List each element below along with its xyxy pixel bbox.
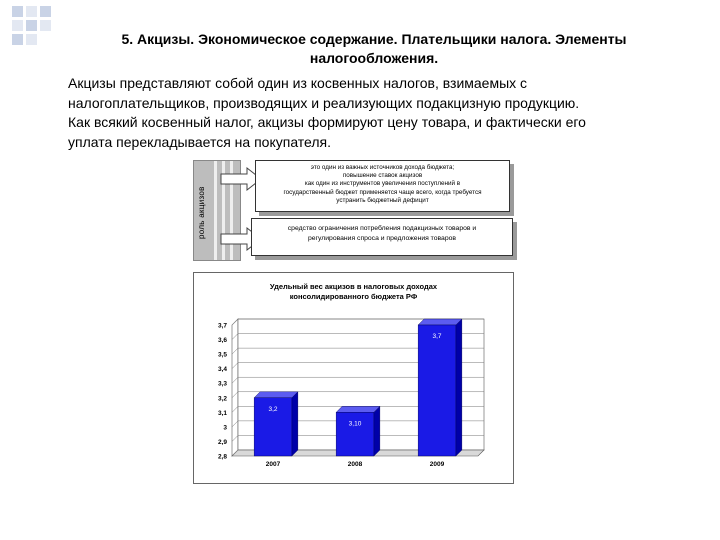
- scheme-box-line: как один из инструментов увеличения поступлений в: [304, 180, 461, 188]
- slide-title: [74, 30, 674, 68]
- x-tick-label: 2009: [429, 461, 445, 468]
- chart-title-line: Удельный вес акцизов в налоговых доходах: [269, 282, 438, 291]
- excise-role-scheme: [193, 160, 523, 262]
- y-tick-label: 2,8: [217, 453, 227, 461]
- scheme-box-consumption-limit: [251, 218, 513, 256]
- scheme-box-budget-source: [255, 160, 510, 212]
- scheme-box-line: регулирования спроса и предложения товаров: [308, 235, 456, 242]
- scheme-box-line: устранить бюджетный дефицит: [336, 196, 429, 204]
- slide-title-line: 5. Акцизы. Экономическое содержание. Плательщики налога. Элементы: [121, 31, 627, 47]
- y-tick-label: 3,3: [217, 380, 227, 388]
- bar-top: [418, 319, 462, 325]
- chart-title-line: консолидированного бюджета РФ: [289, 292, 418, 301]
- slide-title-line: налогообложения.: [309, 50, 439, 66]
- y-tick-label: 3,7: [217, 322, 227, 330]
- intro-paragraph: [68, 74, 678, 152]
- x-tick-label: 2008: [347, 461, 363, 468]
- scheme-box-line: это один из важных источников дохода бюджета;: [310, 164, 455, 171]
- y-tick-label: 2,9: [217, 438, 227, 446]
- bar-top: [254, 392, 298, 398]
- bar-value-label: 3,7: [432, 333, 442, 340]
- chart-side-wall: [232, 319, 238, 456]
- y-tick-label: 3,5: [217, 351, 227, 359]
- y-tick-label: 3,6: [217, 337, 227, 345]
- scheme-box-line: средство ограничения потребления подакцизных товаров и: [287, 225, 477, 232]
- bar-value-label: 3,2: [268, 405, 278, 413]
- intro-line: уплата перекладывается на покупателя.: [68, 133, 332, 150]
- chart-plot: [194, 273, 513, 483]
- y-tick-label: 3: [223, 424, 227, 432]
- intro-line: Как всякий косвенный налог, акцизы формируют цену товара, и фактически его: [68, 114, 586, 130]
- bar: [336, 412, 374, 456]
- y-tick-label: 3,1: [217, 409, 227, 417]
- bar-side: [374, 406, 380, 456]
- excise-share-chart: [193, 272, 514, 484]
- y-tick-label: 3,4: [217, 366, 227, 374]
- intro-line: налогоплательщиков, производящих и реализующих подакцизную продукцию.: [68, 94, 580, 111]
- scheme-vertical-label: роль акцизов: [197, 186, 206, 239]
- bar-side: [456, 319, 462, 456]
- intro-line: Акцизы представляют собой один из косвенных налогов, взимаемых с: [68, 75, 528, 91]
- bar-top: [336, 406, 380, 412]
- bar: [418, 325, 456, 456]
- y-tick-label: 3,2: [217, 395, 227, 403]
- x-tick-label: 2007: [265, 461, 281, 468]
- scheme-box-line: государственный бюджет применяется чаще всего, когда требуется: [283, 188, 482, 196]
- decor-squares: [0, 0, 60, 50]
- bar-value-label: 3,10: [348, 420, 362, 428]
- scheme-box-line: повышение ставок акцизов: [342, 172, 423, 180]
- bar-side: [292, 392, 298, 456]
